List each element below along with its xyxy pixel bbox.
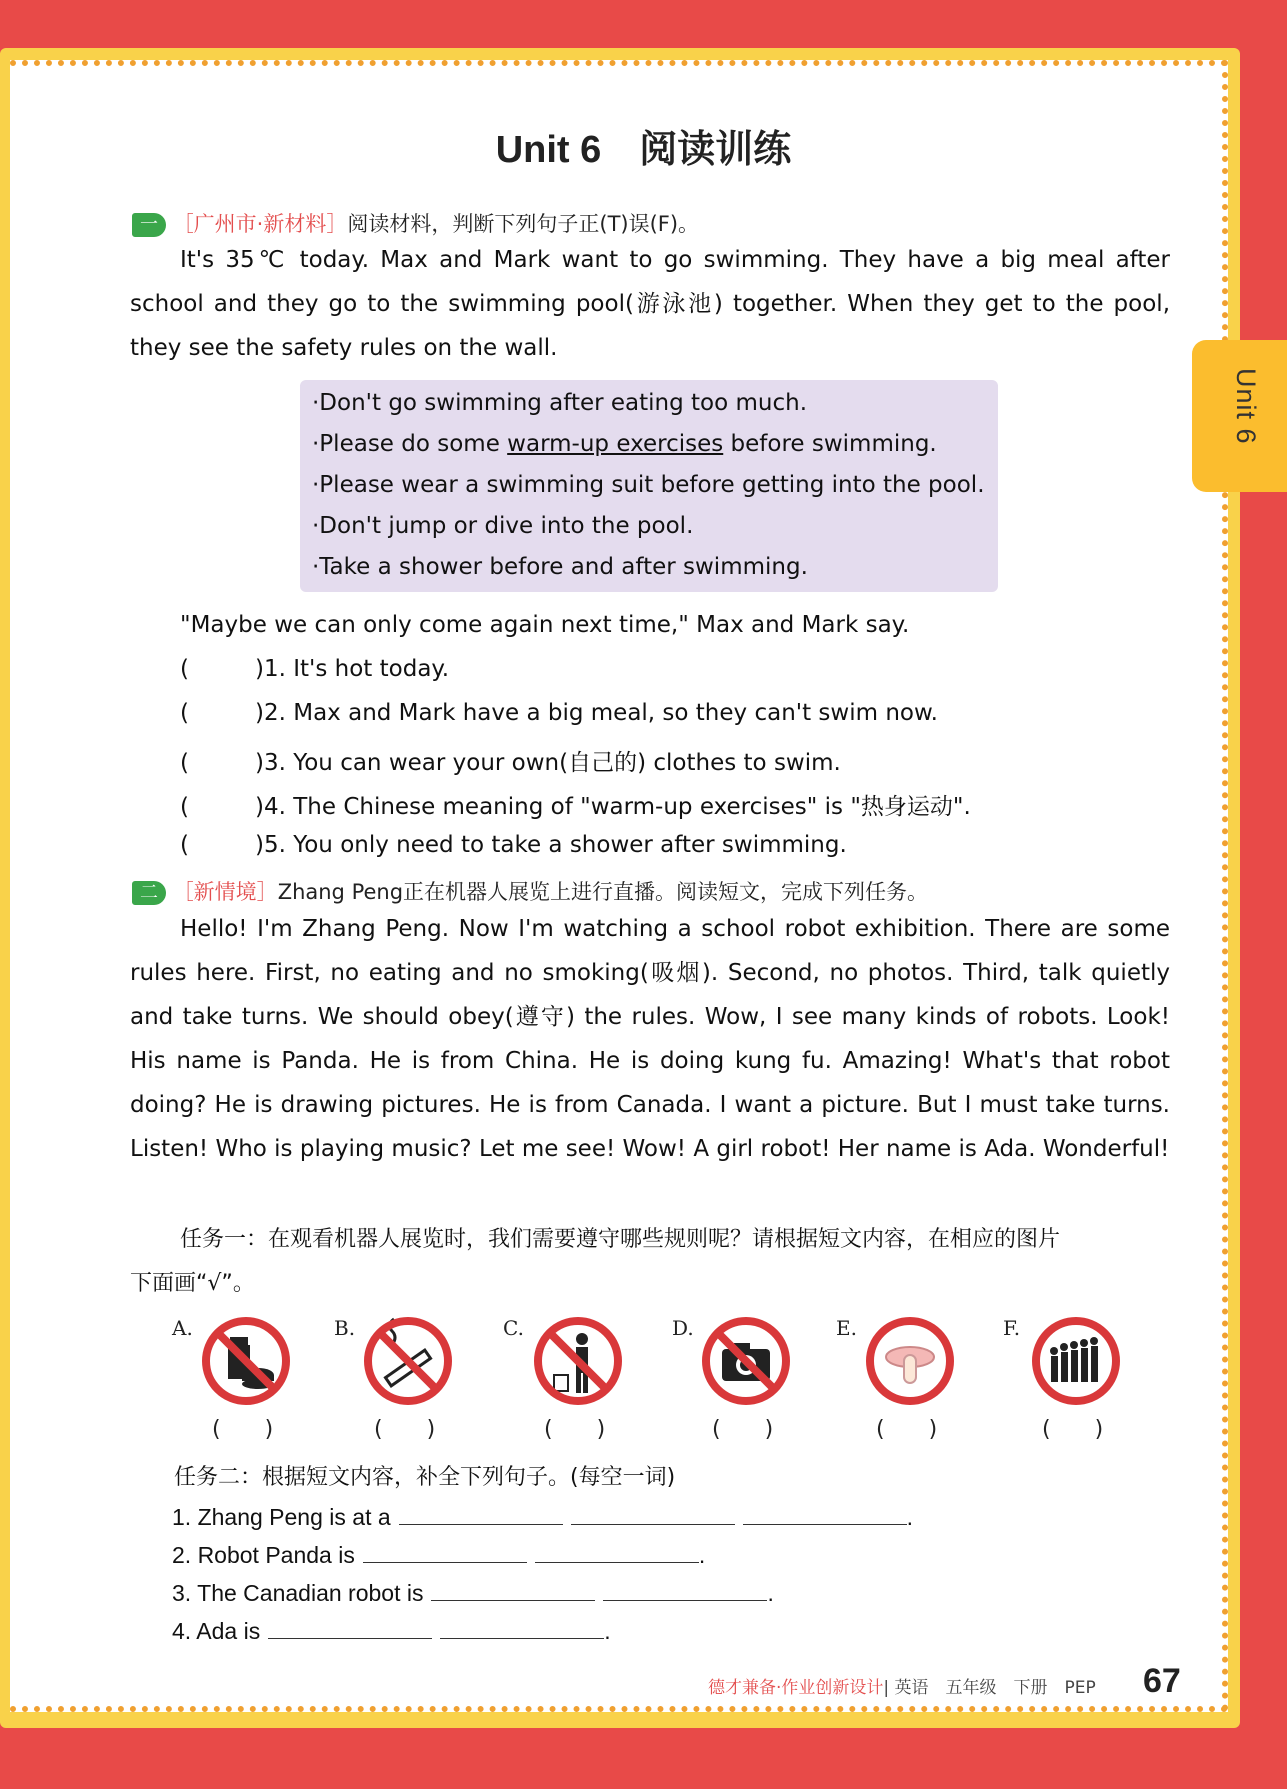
blank[interactable]: [571, 1502, 735, 1525]
fill-in-2: 2. Robot Panda is .: [172, 1542, 706, 1568]
section1-tag: ［广州市·新材料］: [172, 212, 348, 236]
fill-in-3: 3. The Canadian robot is .: [172, 1580, 774, 1606]
blank[interactable]: [399, 1502, 563, 1525]
tf-question-2: ( )2. Max and Mark have a big meal, so they can't swim now.: [180, 700, 938, 726]
section2-heading: [132, 876, 928, 906]
sign-label-a: A.: [172, 1316, 193, 1340]
no-littering-icon: [532, 1315, 624, 1407]
sign-label-e: E.: [836, 1316, 857, 1340]
blank[interactable]: [603, 1578, 767, 1601]
blank[interactable]: [535, 1540, 699, 1563]
fill-in-4: 4. Ada is .: [172, 1618, 611, 1644]
warm-up-underline: warm-up exercises: [507, 431, 724, 457]
tf-question-4: ( )4. The Chinese meaning of "warm-up exercises" is "热身运动".: [180, 794, 971, 820]
rule-1: ·Don't go swimming after eating too much.: [312, 390, 808, 416]
blank[interactable]: [440, 1616, 604, 1639]
no-smoking-icon: [362, 1315, 454, 1407]
footer-info: | 英语 五年级 下册 PEP: [883, 1678, 1096, 1698]
sign-label-b: B.: [334, 1316, 356, 1340]
unit-tab-label: Unit 6: [1231, 368, 1261, 445]
tf-question-1: ( )1. It's hot today.: [180, 656, 450, 682]
section2-badge: 二: [132, 881, 166, 905]
section2-passage: [130, 907, 1170, 1171]
rule-5: ·Take a shower before and after swimming.: [312, 554, 808, 580]
section1-passage-text: It's 35℃ today. Max and Mark want to go swimming. They have a big meal after school and they go to the swimming pool(游泳池) together. When they get to the pool, they see the safety rules on the wall.: [130, 247, 1170, 361]
section1-instruction: 阅读材料，判断下列句子正(T)误(F)。: [347, 212, 700, 236]
blank[interactable]: [268, 1616, 432, 1639]
sign-label-c: C.: [503, 1316, 524, 1340]
no-food-icon: [200, 1315, 292, 1407]
blank[interactable]: [431, 1578, 595, 1601]
no-photos-icon: [700, 1315, 792, 1407]
footer-brand: 德才兼备·作业创新设计: [708, 1678, 884, 1698]
rule-3: ·Please wear a swimming suit before getting into the pool.: [312, 472, 985, 498]
section2-passage-text: Hello! I'm Zhang Peng. Now I'm watching a school robot exhibition. There are some rules here. First, no eating and no smoking(吸烟). Second, no photos. Third, talk quietly and take turns. We should obey(遵守) the rules. Wow, I see many kinds of robots. Look! His name is Panda. He is from China. He is doing kung fu. Amazing! What's that robot doing? He is drawing pictures. He is from Canada. I want a picture. But I must take turns. Listen! Who is playing music? Let me see! Wow! A girl robot! Her name is Ada. Wonderful!: [130, 916, 1170, 1162]
tf-question-3: ( )3. You can wear your own(自己的) clothes to swim.: [180, 750, 841, 776]
unit-tab: [1192, 340, 1287, 492]
quiet-icon: [864, 1315, 956, 1407]
answer-paren-e[interactable]: ( ): [876, 1417, 938, 1442]
rule-2: ·Please do some warm-up exercises before swimming.: [312, 431, 937, 457]
blank[interactable]: [743, 1502, 907, 1525]
section1-closing: "Maybe we can only come again next time," Max and Mark say.: [180, 612, 910, 638]
section1-heading: [132, 208, 699, 238]
page-title: Unit 6 阅读训练: [495, 129, 792, 171]
tf-question-5: ( )5. You only need to take a shower after swimming.: [180, 832, 847, 858]
answer-paren-d[interactable]: ( ): [712, 1417, 774, 1442]
fill-in-1: 1. Zhang Peng is at a .: [172, 1504, 914, 1530]
blank[interactable]: [363, 1540, 527, 1563]
section1-badge: 一: [132, 213, 166, 237]
section2-tag: ［新情境］: [172, 880, 278, 904]
rule-4: ·Don't jump or dive into the pool.: [312, 513, 694, 539]
task1-instruction: 任务一：在观看机器人展览时，我们需要遵守哪些规则呢？请根据短文内容，在相应的图片: [180, 1227, 1061, 1252]
sign-label-d: D.: [672, 1316, 694, 1340]
task1-instruction-cont: 下面画“√”。: [130, 1271, 255, 1296]
footer: [708, 1673, 1096, 1698]
section2-instruction: Zhang Peng正在机器人展览上进行直播。阅读短文，完成下列任务。: [277, 880, 929, 904]
answer-paren-f[interactable]: ( ): [1042, 1417, 1104, 1442]
answer-paren-c[interactable]: ( ): [544, 1417, 606, 1442]
safety-rules-box: [300, 380, 998, 592]
sign-label-f: F.: [1003, 1316, 1021, 1340]
page-number: 67: [1143, 1662, 1181, 1700]
section1-passage: [130, 238, 1170, 370]
answer-paren-a[interactable]: ( ): [212, 1417, 274, 1442]
answer-paren-b[interactable]: ( ): [374, 1417, 436, 1442]
task2-instruction: 任务二：根据短文内容，补全下列句子。(每空一词): [174, 1465, 676, 1490]
queue-icon: [1030, 1315, 1122, 1407]
